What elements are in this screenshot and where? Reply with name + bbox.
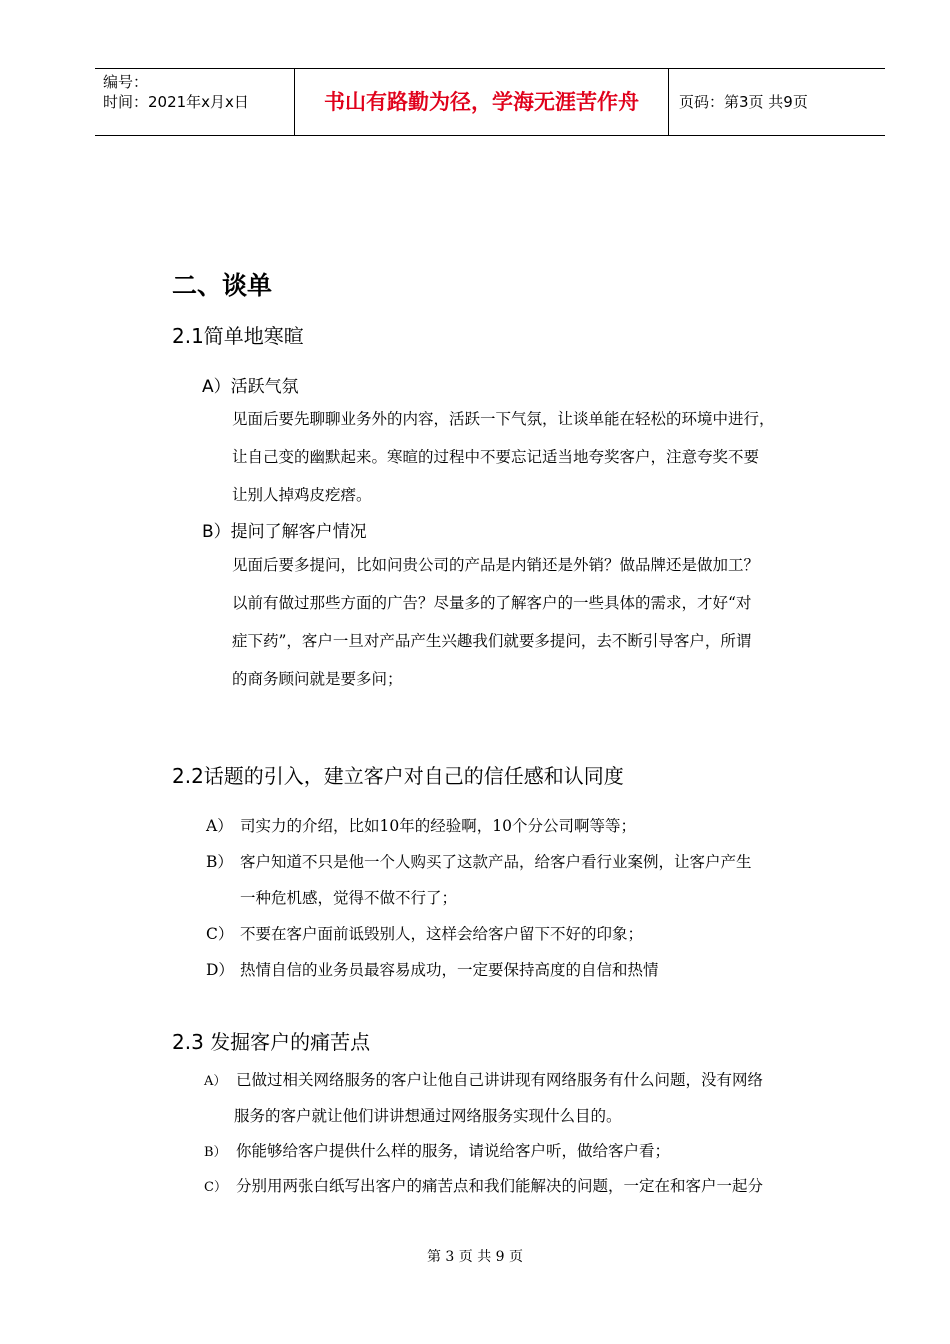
- list-item-text: 不要在客户面前诋毁别人，这样会给客户留下不好的印象；: [240, 925, 644, 943]
- list-item-text: 客户知道不只是他一个人购买了这款产品，给客户看行业案例，让客户产生: [240, 853, 752, 871]
- paragraph-line: 症下药”，客户一旦对产品产生兴趣我们就要多提问，去不断引导客户，所谓: [232, 632, 752, 650]
- list-item-continuation: 一种危机感，觉得不做不行了；: [240, 889, 458, 907]
- paragraph-line: 让自己变的幽默起来。寒暄的过程中不要忘记适当地夸奖客户，注意夸奖不要: [232, 448, 760, 466]
- list-item: [204, 1068, 763, 1090]
- list-item-label: D）: [206, 961, 234, 979]
- list-item-text: 热情自信的业务员最容易成功，一定要保持高度的自信和热情: [240, 961, 659, 979]
- list-item-label: A）: [206, 817, 233, 835]
- header-meta-cell: [95, 69, 295, 135]
- list-item-label: C）: [204, 1180, 227, 1195]
- list-item-text: 你能够给客户提供什么样的服务，请说给客户听，做给客户看；: [236, 1142, 671, 1160]
- list-item-continuation: 服务的客户就让他们讲讲想通过网络服务实现什么目的。: [234, 1107, 622, 1125]
- list-item: [206, 958, 659, 980]
- list-item: [206, 850, 752, 872]
- header-page-info: 页码：第3页 共9页: [679, 93, 808, 111]
- list-item: [206, 814, 636, 836]
- page-footer: 第 3 页 共 9 页: [426, 1249, 524, 1265]
- paragraph-line: 以前有做过那些方面的广告？尽量多的了解客户的一些具体的需求，才好“对: [232, 594, 752, 612]
- subsection-2-1-title: 2.1简单地寒暄: [172, 324, 304, 348]
- list-item-label: C）: [206, 925, 234, 943]
- list-item-text: 分别用两张白纸写出客户的痛苦点和我们能解决的问题，一定在和客户一起分: [236, 1177, 764, 1195]
- paragraph-line: 见面后要多提问，比如问贵公司的产品是内销还是外销？做品牌还是做加工？: [232, 556, 760, 574]
- list-item: [204, 1174, 763, 1196]
- list-item-label: A）: [204, 1074, 227, 1089]
- list-item-label: B）: [206, 853, 233, 871]
- number-label: 编号：: [103, 73, 149, 91]
- list-item-text: 司实力的介绍，比如10年的经验啊，10个分公司啊等等；: [240, 817, 636, 835]
- list-item: [204, 1139, 670, 1161]
- paragraph-line: 让别人掉鸡皮疙瘩。: [232, 486, 372, 504]
- section-title: 二、谈单: [172, 271, 273, 300]
- subsection-2-2-title: 2.2话题的引入，建立客户对自己的信任感和认同度: [172, 764, 624, 788]
- subsection-2-1-b-title: B）提问了解客户情况: [202, 522, 367, 542]
- list-item-label: B）: [204, 1145, 227, 1160]
- subsection-2-3-title: 2.3 发掘客户的痛苦点: [172, 1030, 371, 1054]
- list-item-text: 已做过相关网络服务的客户让他自己讲讲现有网络服务有什么问题，没有网络: [236, 1071, 764, 1089]
- paragraph-line: 的商务顾问就是要多问；: [232, 670, 403, 688]
- page-header: [95, 68, 885, 136]
- list-item: [206, 922, 643, 944]
- time-label: 时间：2021年x月x日: [103, 93, 249, 111]
- subsection-2-1-a-title: A）活跃气氛: [202, 377, 299, 397]
- paragraph-line: 见面后要先聊聊业务外的内容，活跃一下气氛，让谈单能在轻松的环境中进行，: [232, 410, 775, 428]
- header-motto: 书山有路勤为径，学海无涯苦作舟: [295, 69, 669, 135]
